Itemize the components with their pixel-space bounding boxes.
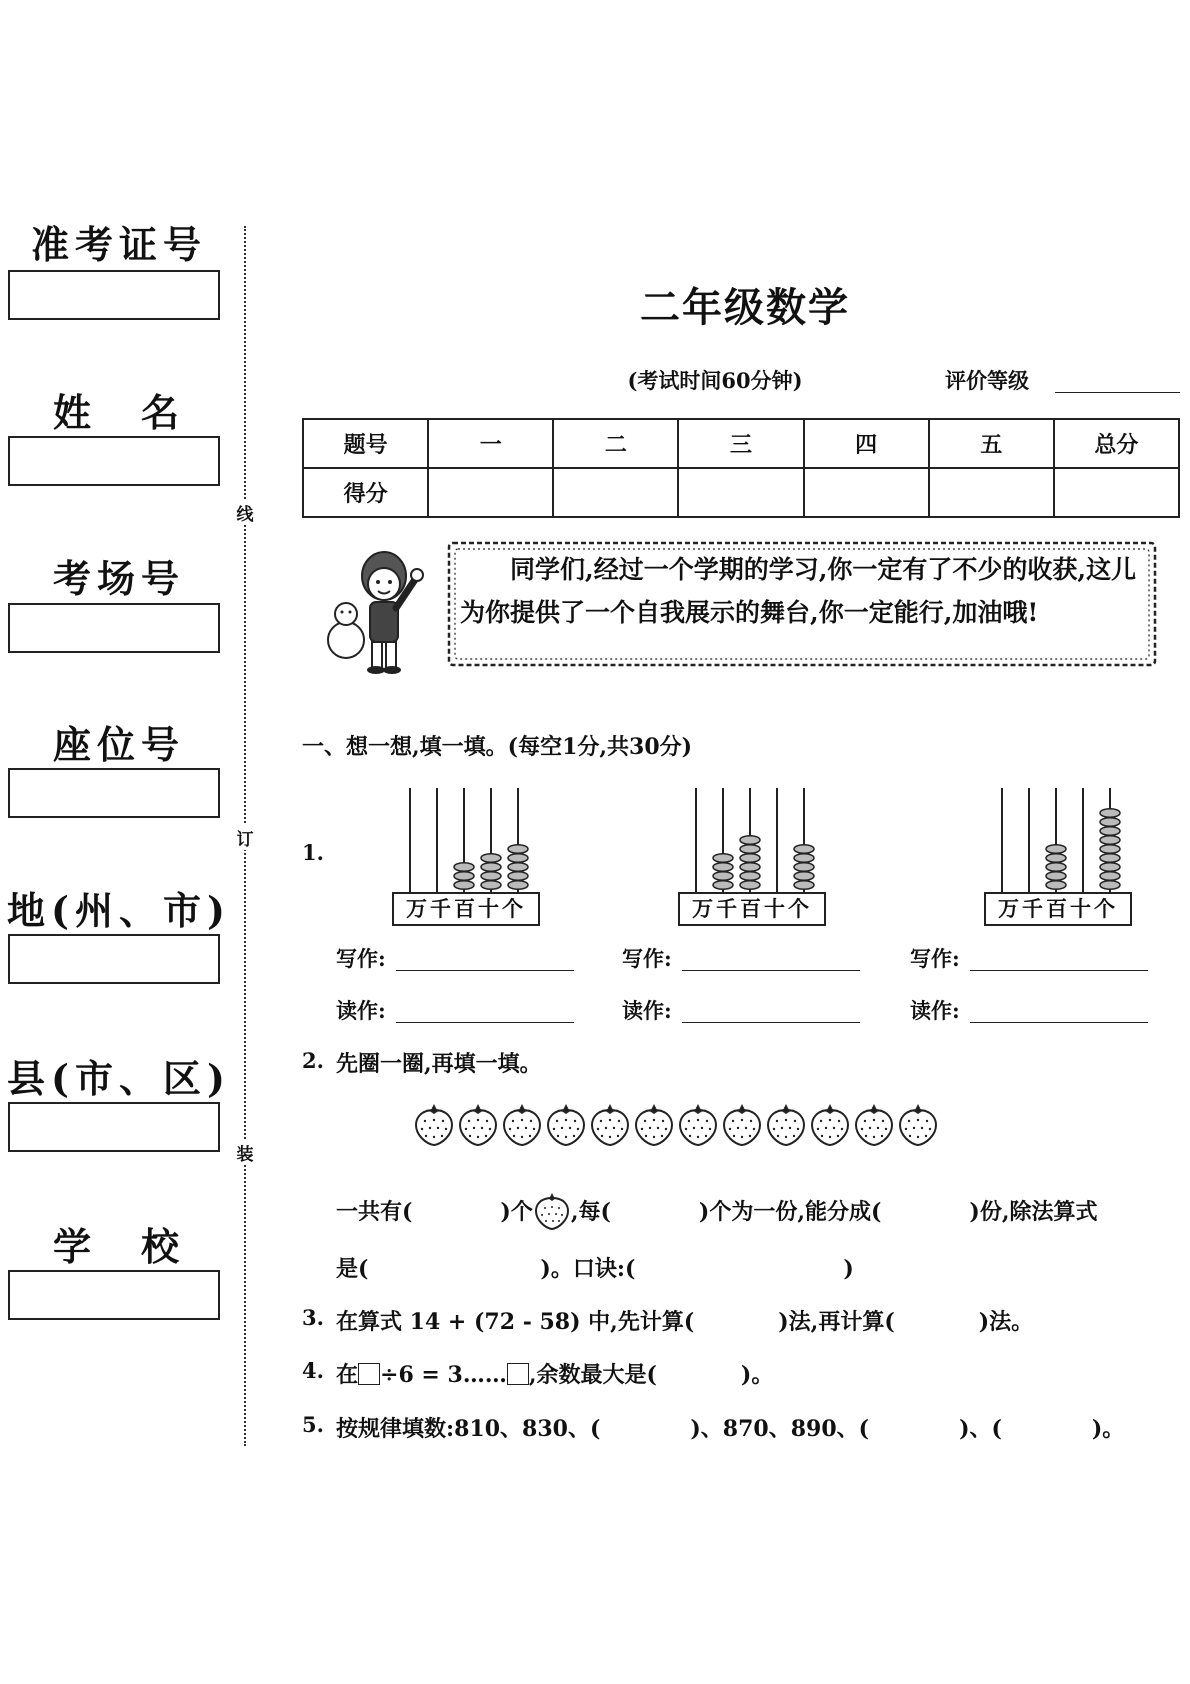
score-table-header-row xyxy=(303,419,1179,468)
abacus-bead xyxy=(1100,863,1120,872)
abacus-bead xyxy=(740,881,760,890)
table-header-cell: 总分 xyxy=(1054,419,1179,468)
strawberry-icon[interactable] xyxy=(592,1104,628,1145)
question-2-line-1 xyxy=(336,1190,1097,1230)
abacus-bead xyxy=(1100,845,1120,854)
strawberry-icon[interactable] xyxy=(768,1104,804,1145)
strawberry-icon[interactable] xyxy=(900,1104,936,1145)
write-label: 写作: xyxy=(336,946,386,971)
exam-number-label: 准考证号 xyxy=(30,222,207,267)
score-cell[interactable] xyxy=(804,468,929,517)
binding-char-bind: 装 xyxy=(236,1140,254,1165)
dividend-box[interactable] xyxy=(358,1363,380,1385)
abacus-2 xyxy=(674,784,834,924)
score-cell[interactable] xyxy=(553,468,678,517)
q2-text-is: 是( xyxy=(336,1256,369,1282)
kid-illustration xyxy=(318,548,428,678)
table-header-cell: 四 xyxy=(804,419,929,468)
write-answer-3[interactable] xyxy=(970,970,1148,971)
q5-text-b: )、870、890、( xyxy=(690,1416,870,1442)
question-number: 1. xyxy=(302,840,324,865)
seat-number-label: 座位号 xyxy=(52,722,185,767)
abacus-bead xyxy=(1100,836,1120,845)
exam-number-box[interactable] xyxy=(8,270,220,320)
abacus-bead xyxy=(1046,863,1066,872)
abacus-bead xyxy=(454,863,474,872)
abacus-bead xyxy=(508,863,528,872)
abacus-bead xyxy=(508,854,528,863)
abacus-bead xyxy=(508,881,528,890)
write-label: 写作: xyxy=(910,946,960,971)
abacus-bead xyxy=(1100,881,1120,890)
question-number: 2. xyxy=(302,1048,324,1073)
q3-text-c: )法。 xyxy=(978,1309,1034,1335)
abacus-bead xyxy=(1100,872,1120,881)
school-label: 学 校 xyxy=(52,1224,185,1269)
binding-char-staple: 订 xyxy=(236,825,254,850)
abacus-bead xyxy=(794,863,814,872)
abacus-bead xyxy=(454,881,474,890)
grade-blank[interactable] xyxy=(1055,392,1180,393)
abacus-bead xyxy=(481,881,501,890)
abacus-bead xyxy=(481,863,501,872)
strawberry-icon[interactable] xyxy=(636,1104,672,1145)
read-label: 读作: xyxy=(336,998,386,1023)
grade-label: 评价等级 xyxy=(945,368,1029,393)
abacus-place-labels: 万千百十个 xyxy=(392,892,540,926)
exam-room-box[interactable] xyxy=(8,603,220,653)
question-5-text xyxy=(336,1412,1124,1443)
q3-text-b: )法,再计算( xyxy=(778,1309,895,1335)
q5-text-d: )。 xyxy=(1091,1416,1125,1442)
strawberry-icon[interactable] xyxy=(504,1104,540,1145)
abacus-bead xyxy=(1046,872,1066,881)
abacus-bead xyxy=(1046,845,1066,854)
q4-text-b: ÷6 = 3…… xyxy=(380,1362,507,1388)
strawberry-icon[interactable] xyxy=(548,1104,584,1145)
abacus-bead xyxy=(794,854,814,863)
abacus-1 xyxy=(388,784,548,924)
score-row-label: 得分 xyxy=(303,468,428,517)
section-title: 一、想一想,填一填。(每空1分,共30分) xyxy=(302,734,693,760)
table-header-cell: 二 xyxy=(553,419,678,468)
abacus-bead xyxy=(740,836,760,845)
abacus-bead xyxy=(713,854,733,863)
write-answer-1[interactable] xyxy=(396,970,574,971)
abacus-bead xyxy=(481,872,501,881)
question-2-text: 先圈一圈,再填一填。 xyxy=(336,1051,542,1077)
q2-text-total: 一共有( xyxy=(336,1199,413,1225)
abacus-bead xyxy=(508,872,528,881)
q2-text-unit: )个 xyxy=(500,1199,533,1225)
school-box[interactable] xyxy=(8,1270,220,1320)
name-label: 姓 名 xyxy=(52,390,185,435)
abacus-bead xyxy=(740,854,760,863)
abacus-bead xyxy=(794,845,814,854)
q5-text-c: )、( xyxy=(959,1416,1002,1442)
abacus-rods xyxy=(388,784,548,894)
exam-room-label: 考场号 xyxy=(52,556,185,601)
question-3-text xyxy=(336,1305,1033,1336)
binding-char-line: 线 xyxy=(236,500,254,525)
seat-number-box[interactable] xyxy=(8,768,220,818)
strawberry-icon[interactable] xyxy=(416,1104,452,1145)
q2-text-each: ,每( xyxy=(570,1199,611,1225)
abacus-place-labels: 万千百十个 xyxy=(984,892,1132,926)
abacus-bead xyxy=(794,881,814,890)
read-answer-2[interactable] xyxy=(682,1022,860,1023)
strawberry-icon[interactable] xyxy=(680,1104,716,1145)
page-title: 二年级数学 xyxy=(640,284,850,331)
prefecture-label: 地(州、市) xyxy=(7,888,231,933)
score-cell[interactable] xyxy=(1054,468,1179,517)
strawberry-row[interactable] xyxy=(412,1098,952,1150)
q4-text-a: 在 xyxy=(336,1362,359,1388)
score-cell[interactable] xyxy=(678,468,803,517)
abacus-bead xyxy=(713,863,733,872)
strawberry-icon[interactable] xyxy=(812,1104,848,1145)
q3-text-a: 在算式 14 + (72 - 58) 中,先计算( xyxy=(336,1309,695,1335)
abacus-bead xyxy=(740,863,760,872)
score-cell[interactable] xyxy=(929,468,1054,517)
strawberry-icon[interactable] xyxy=(460,1104,496,1145)
abacus-bead xyxy=(1100,854,1120,863)
remainder-box[interactable] xyxy=(507,1363,529,1385)
question-number: 4. xyxy=(302,1358,324,1383)
q2-text-groups: )个为一份,能分成( xyxy=(698,1199,882,1225)
exam-duration: (考试时间60分钟) xyxy=(627,368,803,393)
q5-text-a: 按规律填数:810、830、( xyxy=(336,1416,601,1442)
prefecture-box[interactable] xyxy=(8,934,220,984)
score-cell[interactable] xyxy=(428,468,553,517)
read-answer-3[interactable] xyxy=(970,1022,1148,1023)
abacus-bead xyxy=(713,881,733,890)
abacus-bead xyxy=(1100,809,1120,818)
strawberry-icon xyxy=(533,1190,571,1230)
score-table xyxy=(302,418,1180,518)
abacus-bead xyxy=(508,845,528,854)
read-answer-1[interactable] xyxy=(396,1022,574,1023)
strawberry-icon[interactable] xyxy=(856,1104,892,1145)
strawberry-icon[interactable] xyxy=(724,1104,760,1145)
abacus-bead xyxy=(740,845,760,854)
abacus-place-labels: 万千百十个 xyxy=(678,892,826,926)
q4-text-d: )。 xyxy=(740,1362,774,1388)
abacus-bead xyxy=(1100,827,1120,836)
table-header-cell: 五 xyxy=(929,419,1054,468)
abacus-bead xyxy=(1046,854,1066,863)
table-header-cell: 三 xyxy=(678,419,803,468)
county-box[interactable] xyxy=(8,1102,220,1152)
abacus-rods xyxy=(980,784,1140,894)
abacus-bead xyxy=(481,854,501,863)
table-header-cell: 题号 xyxy=(303,419,428,468)
abacus-rods xyxy=(674,784,834,894)
q2-text-close: ) xyxy=(843,1256,854,1282)
abacus-bead xyxy=(794,872,814,881)
read-label: 读作: xyxy=(622,998,672,1023)
abacus-bead xyxy=(1046,881,1066,890)
abacus-3 xyxy=(980,784,1140,924)
q2-text-rhyme: )。口诀:( xyxy=(540,1256,636,1282)
question-4-text xyxy=(336,1358,773,1389)
county-label: 县(市、区) xyxy=(7,1056,231,1101)
abacus-bead xyxy=(740,872,760,881)
table-header-cell: 一 xyxy=(428,419,553,468)
intro-message: 同学们,经过一个学期的学习,你一定有了不少的收获,这儿为你提供了一个自我展示的舞台,你一定能行,加油哦! xyxy=(460,555,1137,627)
read-label: 读作: xyxy=(910,998,960,1023)
score-table-score-row xyxy=(303,468,1179,517)
q2-text-formula: )份,除法算式 xyxy=(969,1199,1098,1225)
name-box[interactable] xyxy=(8,436,220,486)
abacus-bead xyxy=(454,872,474,881)
abacus-bead xyxy=(1100,818,1120,827)
question-number: 5. xyxy=(302,1412,324,1437)
question-2-line-2 xyxy=(336,1252,854,1283)
write-answer-2[interactable] xyxy=(682,970,860,971)
question-number: 3. xyxy=(302,1305,324,1330)
abacus-bead xyxy=(713,872,733,881)
q4-text-c: ,余数最大是( xyxy=(528,1362,657,1388)
write-label: 写作: xyxy=(622,946,672,971)
